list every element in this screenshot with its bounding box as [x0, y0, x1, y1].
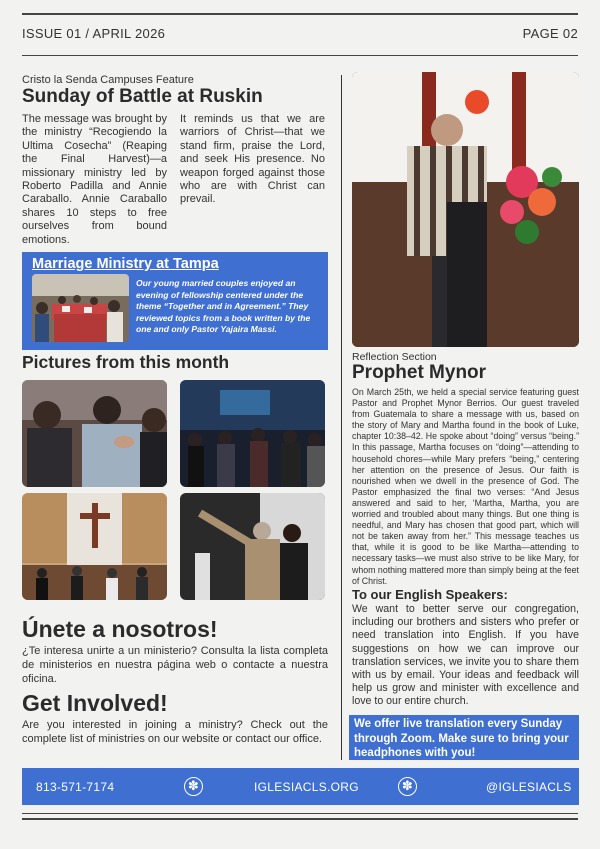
- photo-ministering: [180, 493, 325, 600]
- top-rule: [22, 13, 578, 15]
- unete-title: Únete a nosotros!: [22, 616, 218, 642]
- photo-prayer: [22, 380, 167, 487]
- photo-congregation: [180, 380, 325, 487]
- unete-text: ¿Te interesa unirte a un ministerio? Consulta la lista completa de ministerios en nuestra página web o contacte a nuestra oficina.: [22, 645, 328, 685]
- social-handle[interactable]: @IGLESIACLS: [486, 780, 572, 794]
- prophet-mynor-text: On March 25th, we held a special service featuring guest Pastor and Prophet Mynor Berrios. Our guest traveled from Guatemala to share a message with us, based on the story of Mary and Martha found in the book of Luke, chapter 10:38–42. He spoke about “doing” versus “being.” In this passage, Martha focuses on “doing”—attending to household chores—while Mary prefers “being,” centering her attention on the presence of Jesus. Our faith is nourished when we dwell in the presence of God. The Pastor emphasized the final two verses: “And Jesus answered and said to her, ‘Martha, Martha, you are worried and troubled about many things. But one thing is needful, and Mary has chosen that good part, which will not be taken away from her.” This message teaches us that, while it is good to be like Martha—attending to necessary tasks—we must also strive to be like Mary, for whom nothing mattered more than simply being at the feet of Christ.: [352, 387, 579, 586]
- star-icon: ✽: [398, 777, 417, 796]
- live-translation-box: We offer live translation every Sunday through Zoom. Make sure to bring your headphones with you!: [349, 715, 579, 760]
- get-involved-title: Get Involved!: [22, 690, 168, 716]
- marriage-photo: [32, 274, 129, 342]
- phone-number[interactable]: 813-571-7174: [36, 780, 115, 794]
- ruskin-text-col2: It reminds us that we are warriors of Christ—that we stand firm, praise the Lord, and seek His presence. No weapon forged against those who are with Christ can prevail.: [180, 113, 325, 206]
- english-speakers-text: We want to better serve our congregation, including our brothers and sisters who prefer or need translation into English. If you have suggestions on how we can improve our translation services, we invite you to share them with us by email. Your ideas and feedback will help us grow and minister with excellence and love to our entire church.: [352, 603, 579, 708]
- photo-sanctuary: [22, 493, 167, 600]
- prophet-photo: [352, 72, 579, 347]
- page-number: PAGE 02: [522, 26, 578, 41]
- page-header: [22, 26, 578, 41]
- marriage-title: Marriage Ministry at Tampa: [32, 256, 219, 272]
- bottom-rule: [22, 813, 578, 814]
- english-speakers-title: To our English Speakers:: [352, 587, 508, 602]
- header-rule: [22, 55, 578, 56]
- ruskin-text-col1: The message was brought by the ministry “Recogiendo la Ultima Cosecha” (Reaping the Final Harvest)—a missionary ministry led by Roberto Padilla and Annie Caraballo. Annie Caraballo shares 10 steps to free ourselves from bound emotions.: [22, 113, 167, 246]
- reflection-kicker: Reflection Section: [352, 351, 437, 363]
- get-involved-text: Are you interested in joining a ministry? Check out the complete list of ministries on our website or contact our office.: [22, 719, 328, 745]
- contact-footer: [22, 768, 579, 805]
- prophet-mynor-title: Prophet Mynor: [352, 362, 487, 383]
- website-link[interactable]: IGLESIACLS.ORG: [254, 780, 359, 794]
- pictures-title: Pictures from this month: [22, 352, 230, 372]
- issue-label: ISSUE 01 / APRIL 2026: [22, 26, 166, 41]
- marriage-ministry-box: [22, 252, 328, 350]
- marriage-description: Our young married couples enjoyed an evening of fellowship centered under the theme “Together and in Agreement.” They reviewed topics from a book written by the one and only Pastor Yajaira Massi.: [136, 278, 311, 335]
- ruskin-title: Sunday of Battle at Ruskin: [22, 86, 263, 107]
- star-icon: ✽: [184, 777, 203, 796]
- ruskin-kicker: Cristo la Senda Campuses Feature: [22, 74, 194, 86]
- column-divider: [341, 75, 342, 760]
- bottom-rule-2: [22, 818, 578, 820]
